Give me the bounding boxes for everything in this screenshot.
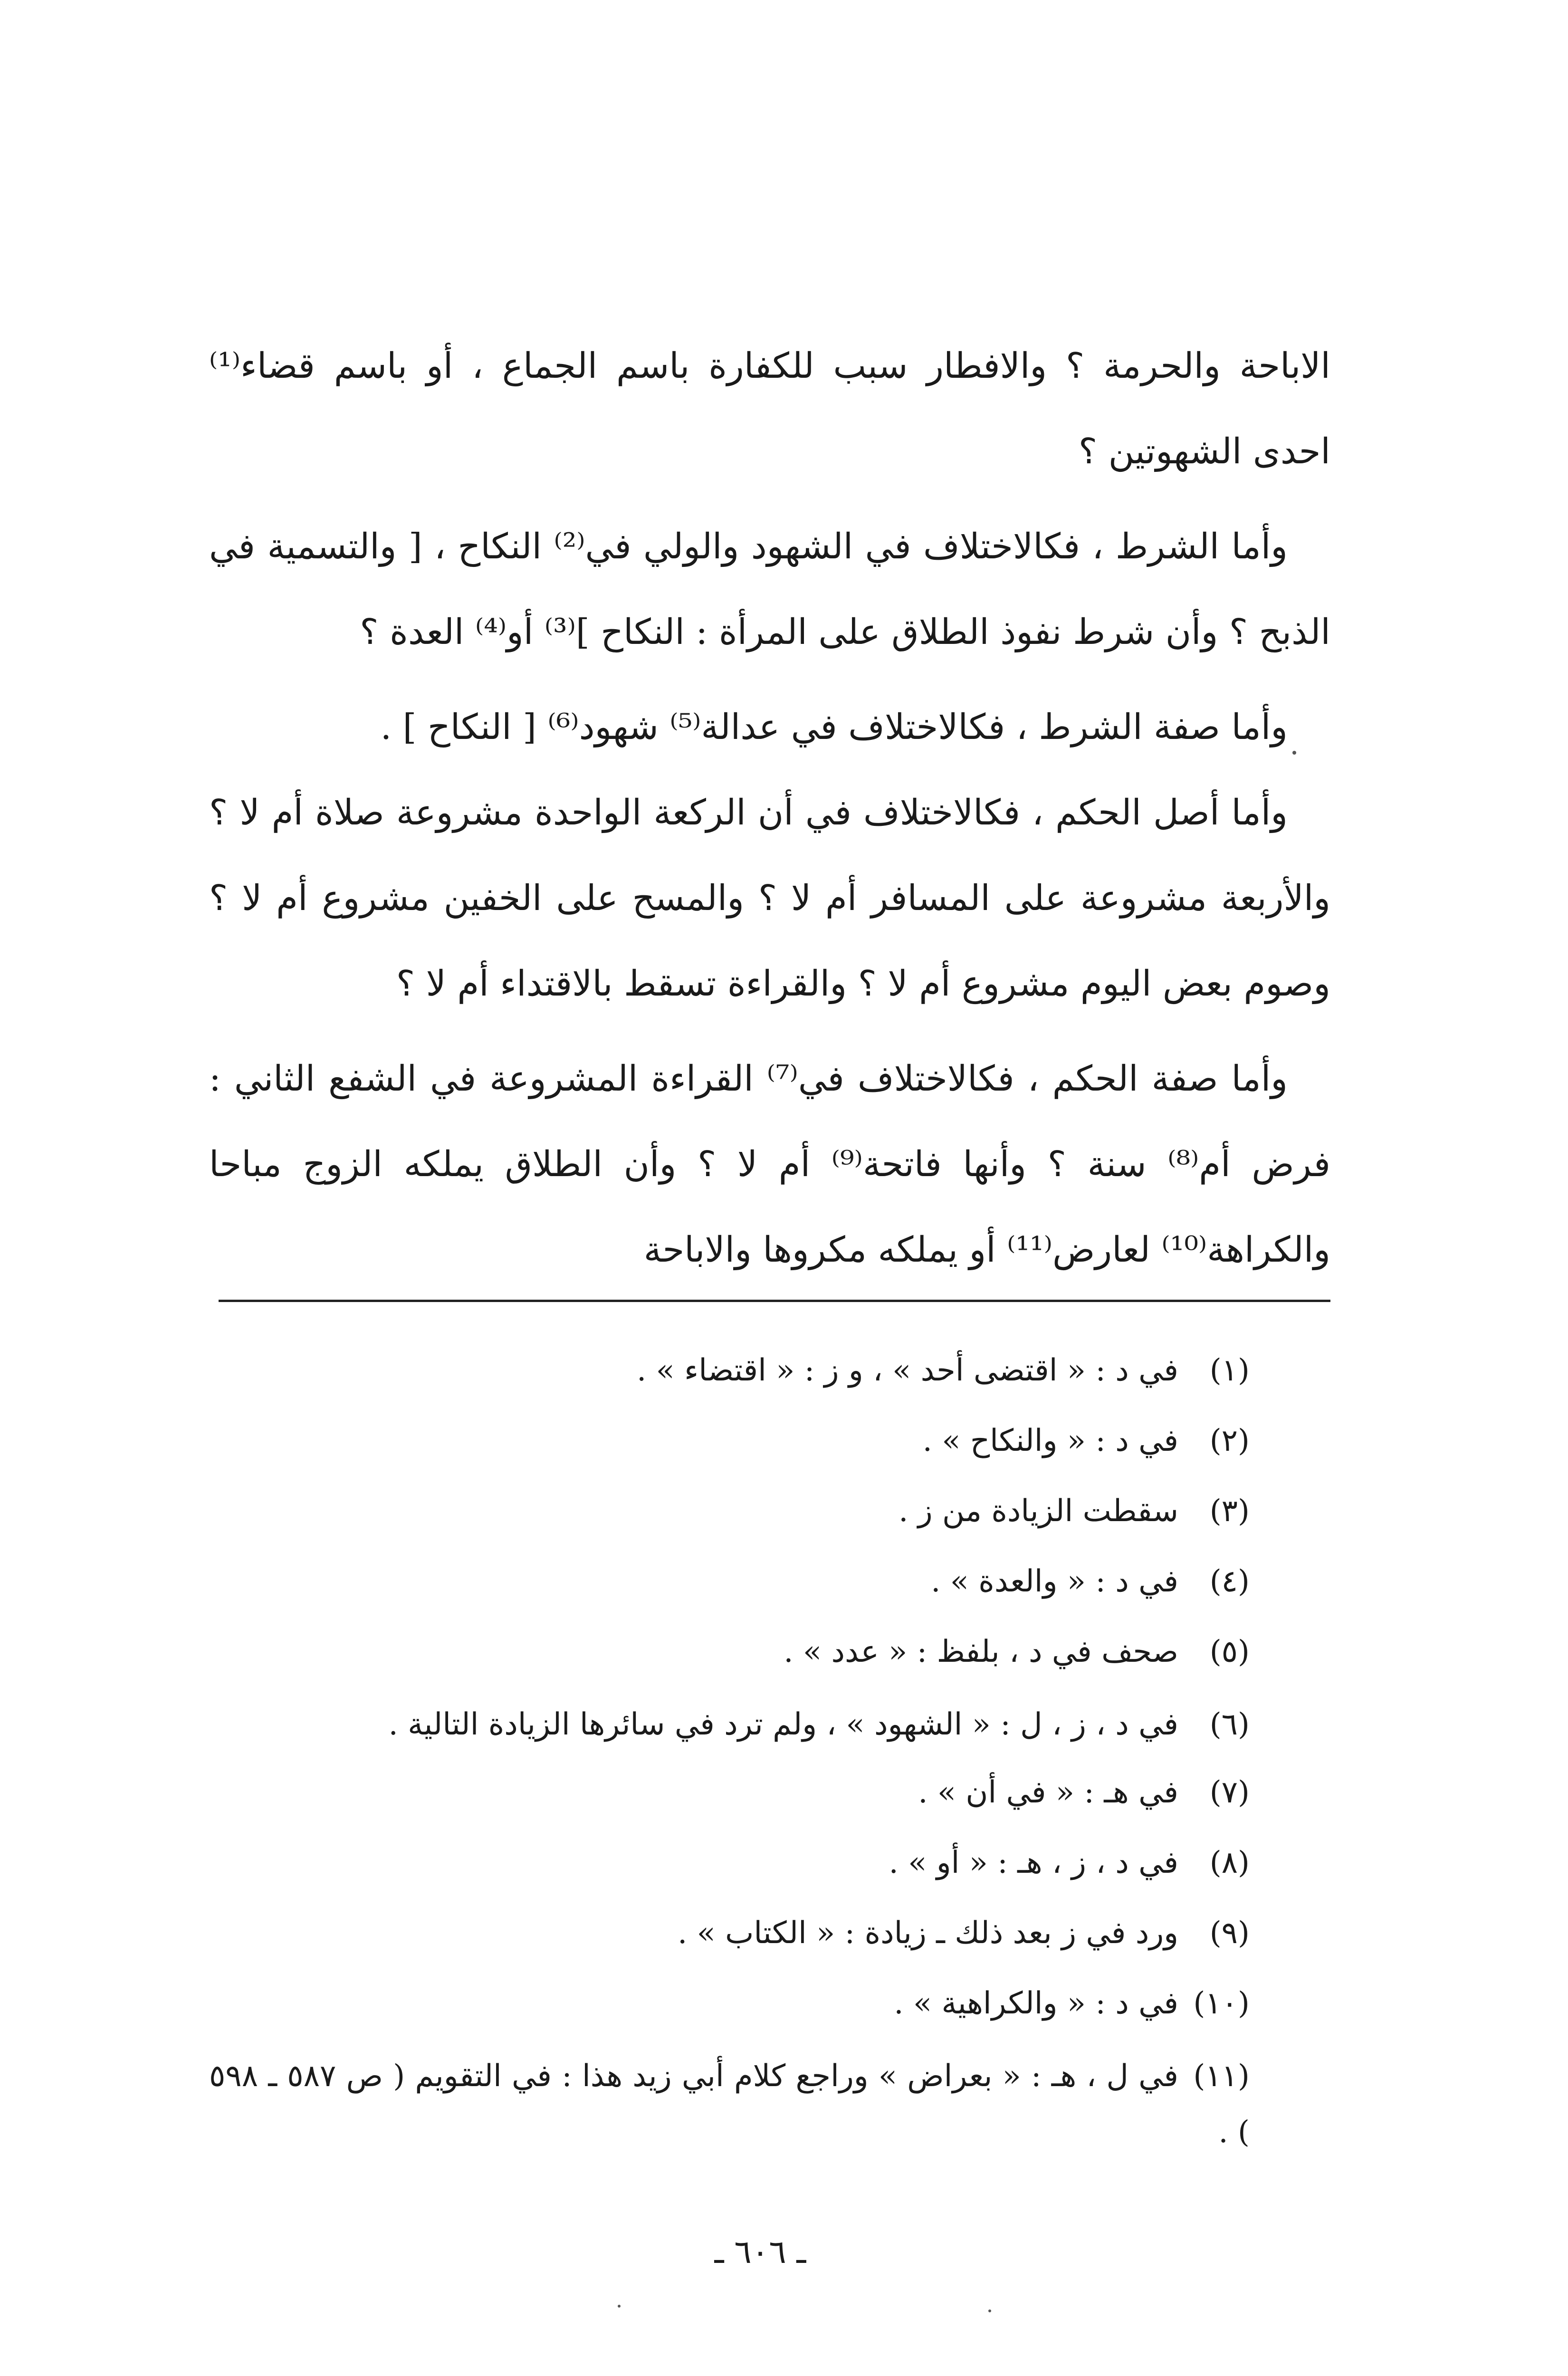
footnote-number: (٢)	[1209, 1423, 1250, 1458]
footnote-number: (٥)	[1209, 1634, 1250, 1669]
footnote-text: في د : « والعدة » .	[931, 1564, 1178, 1599]
footnote-text: في د : « والنكاح » .	[922, 1423, 1178, 1458]
paragraph-1: الاباحة والحرمة ؟ والافطار سبب للكفارة باسم الجماع ، أو باسم قضاء⁽¹⁾ احدى الشهوتين ؟	[209, 345, 1330, 472]
footnote-item	[209, 1828, 1250, 1898]
footnote-item	[209, 1687, 1250, 1757]
footnote-text: في د ، ز ، هـ : « أو » .	[889, 1845, 1178, 1880]
footnote-item	[209, 1968, 1250, 2039]
footnote-number: (١١)	[1193, 2059, 1250, 2094]
main-text	[209, 323, 1330, 1293]
footnote-text: سقطت الزيادة من ز .	[899, 1494, 1178, 1529]
footnote-number: (٩)	[1209, 1916, 1250, 1951]
footnote-number: (١٠)	[1193, 1986, 1250, 2021]
footnote-item	[209, 1898, 1250, 1968]
footnote-text: ورد في ز بعد ذلك ـ زيادة : « الكتاب » .	[677, 1916, 1178, 1951]
scan-speck	[1292, 751, 1296, 755]
footnote-item	[209, 2039, 1250, 2165]
paragraph-5: وأما صفة الحكم ، فكالاختلاف في⁽⁷⁾ القراءة المشروعة في الشفع الثاني : فرض أم⁽⁸⁾ سنة ؟ وأنها فاتحة⁽⁹⁾ أم لا ؟ وأن الطلاق يملكه الزوج مباحا والكراهة⁽¹⁰⁾ لعارض⁽¹¹⁾ أو يملكه مكروها والاباحة	[209, 1058, 1330, 1270]
footnote-number: (٦)	[1209, 1707, 1250, 1742]
footnote-number: (١)	[1209, 1353, 1250, 1388]
footnote-item	[209, 1546, 1250, 1617]
footnote-item	[209, 1757, 1250, 1828]
footnote-item	[209, 1476, 1250, 1546]
footnote-text: في هـ : « في أن » .	[918, 1775, 1178, 1810]
footnote-text: صحف في د ، بلفظ : « عدد » .	[784, 1634, 1178, 1669]
footnotes-list	[209, 1335, 1330, 2165]
page-number: ـ ٦٠٦ ـ	[714, 2233, 806, 2271]
footnote-text: في د : « اقتضى أحد » ، و ز : « اقتضاء » .	[636, 1353, 1178, 1388]
footnote-number: (٨)	[1209, 1845, 1250, 1880]
footnote-item	[209, 1406, 1250, 1476]
footnote-text: في ل ، هـ : « بعراض » وراجع كلام أبي زيد هذا : في التقويم ( ص ٥٨٧ ـ ٥٩٨ ) .	[209, 2059, 1250, 2150]
scan-speck	[618, 2305, 621, 2308]
scan-speck	[988, 2309, 991, 2312]
footnote-text: في د : « والكراهية » .	[894, 1986, 1178, 2021]
paragraph-4: وأما أصل الحكم ، فكالاختلاف في أن الركعة الواحدة مشروعة صلاة أم لا ؟ والأربعة مشروعة على المسافر أم لا ؟ والمسح على الخفين مشروع أم لا ؟ وصوم بعض اليوم مشروع أم لا ؟ والقراءة تسقط بالاقتداء أم لا ؟	[209, 792, 1331, 1004]
footnote-number: (٧)	[1209, 1775, 1250, 1810]
footnote-text: في د ، ز ، ل : « الشهود » ، ولم ترد في سائرها الزيادة التالية .	[388, 1707, 1178, 1742]
footnote-number: (٣)	[1209, 1494, 1250, 1529]
footnote-number: (٤)	[1209, 1564, 1250, 1599]
footnote-separator	[219, 1300, 1330, 1302]
paragraph-3: وأما صفة الشرط ، فكالاختلاف في عدالة⁽⁵⁾ شهود⁽⁶⁾ [ النكاح ] .	[380, 707, 1288, 747]
paragraph-2: وأما الشرط ، فكالاختلاف في الشهود والولي في⁽²⁾ النكاح ، [ والتسمية في الذبح ؟ وأن شرط نفوذ الطلاق على المرأة : النكاح ]⁽³⁾ أو⁽⁴⁾ العدة ؟	[209, 526, 1330, 652]
footnote-item	[209, 1617, 1250, 1687]
footnote-item	[209, 1335, 1250, 1406]
